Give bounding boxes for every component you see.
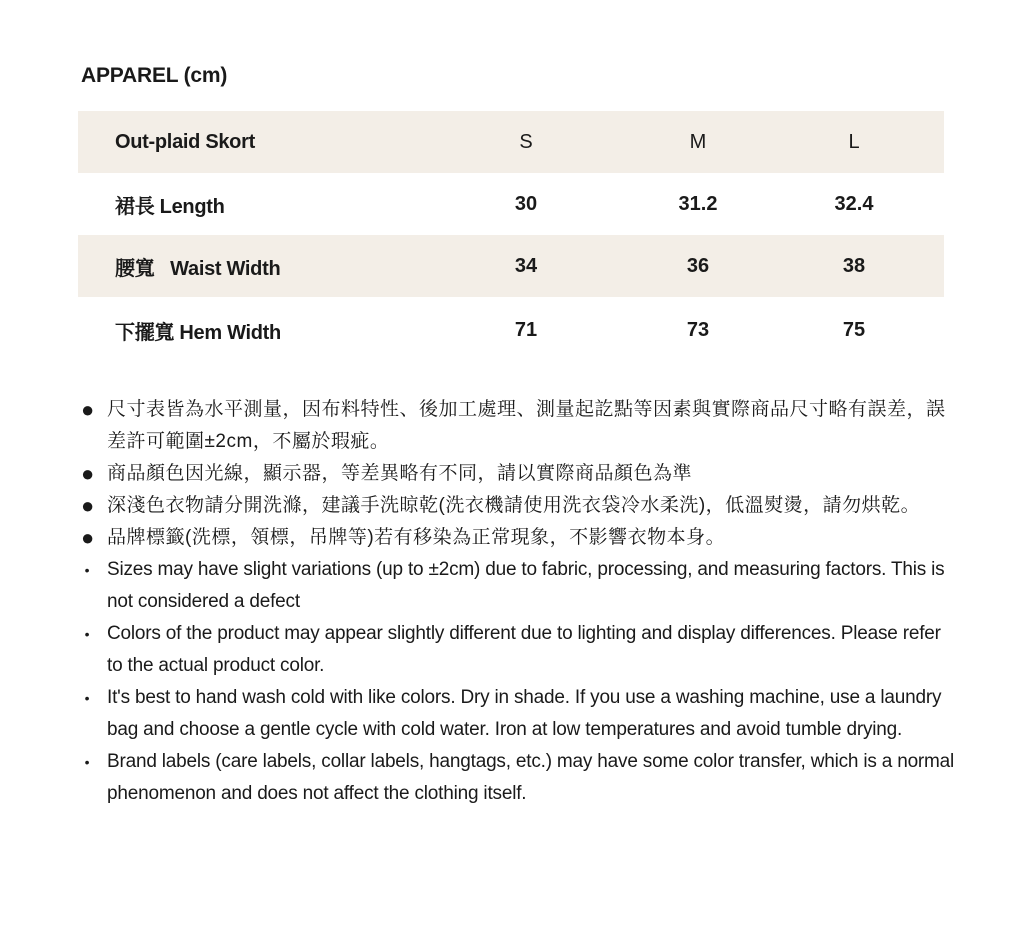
note-text: 商品顏色因光線，顯示器，等差異略有不同，請以實際商品顏色為準: [107, 463, 693, 484]
section-title: APPAREL (cm): [81, 64, 228, 87]
waist-m: 36: [686, 254, 710, 277]
row-label-length: 裙長 Length: [115, 195, 225, 218]
size-header-m: M: [689, 130, 707, 153]
row-label-waist: 腰寬 Waist Width: [115, 257, 281, 280]
size-table: [78, 111, 944, 363]
note-text: It's best to hand wash cold with like colors. Dry in shade. If you use a washing machine, use a laundry bag and choose a gentle cycle with cold water. Iron at low temperatures and avoid tumble drying.: [107, 687, 942, 740]
product-name-header: Out-plaid Skort: [115, 130, 255, 153]
list-item: [80, 682, 960, 746]
list-item: [80, 458, 960, 490]
list-item: [80, 746, 960, 810]
bullet-dot-icon: •: [84, 562, 90, 578]
size-header-s: S: [519, 130, 533, 153]
list-item: [80, 618, 960, 682]
bullet-dot-icon: ●: [81, 397, 95, 422]
note-text: 尺寸表皆為水平測量，因布料特性、後加工處理、測量起訖點等因素與實際商品尺寸略有誤差，誤差許可範圍±2cm，不屬於瑕疵。: [107, 399, 946, 452]
list-item: [80, 522, 960, 554]
bullet-dot-icon: •: [84, 690, 90, 706]
note-text: Sizes may have slight variations (up to ±2cm) due to fabric, processing, and measuring factors. This is not considered a defect: [107, 559, 945, 612]
bullet-dot-icon: •: [84, 626, 90, 642]
size-header-l: L: [848, 130, 860, 153]
note-text: Brand labels (care labels, collar labels, hangtags, etc.) may have some color transfer, which is a normal phenomenon and does not affect the clothing itself.: [107, 751, 955, 804]
length-m: 31.2: [678, 192, 718, 215]
note-text: 深淺色衣物請分開洗滌，建議手洗晾乾(洗衣機請使用洗衣袋冷水柔洗)，低溫熨燙，請勿烘乾。: [107, 495, 921, 516]
table-row-length: [78, 173, 944, 235]
hem-m: 73: [686, 318, 710, 341]
row-label-hem: 下擺寬 Hem Width: [115, 321, 281, 344]
table-row-hem: [78, 297, 944, 363]
note-text: Colors of the product may appear slightly different due to lighting and display differences. Please refer to the actual product color.: [107, 623, 941, 676]
note-text: 品牌標籤(洗標，領標，吊牌等)若有移染為正常現象，不影響衣物本身。: [107, 527, 726, 548]
care-notes-list: [80, 394, 960, 810]
table-header-row: [78, 111, 944, 173]
length-l: 32.4: [834, 192, 874, 215]
list-item: [80, 554, 960, 618]
length-s: 30: [514, 192, 538, 215]
hem-l: 75: [842, 318, 866, 341]
bullet-dot-icon: ●: [81, 493, 95, 518]
waist-l: 38: [842, 254, 866, 277]
waist-s: 34: [514, 254, 538, 277]
bullet-dot-icon: ●: [81, 525, 95, 550]
bullet-dot-icon: ●: [81, 461, 95, 486]
list-item: [80, 490, 960, 522]
list-item: [80, 394, 960, 458]
bullet-dot-icon: •: [84, 754, 90, 770]
table-row-waist: [78, 235, 944, 297]
hem-s: 71: [514, 318, 538, 341]
